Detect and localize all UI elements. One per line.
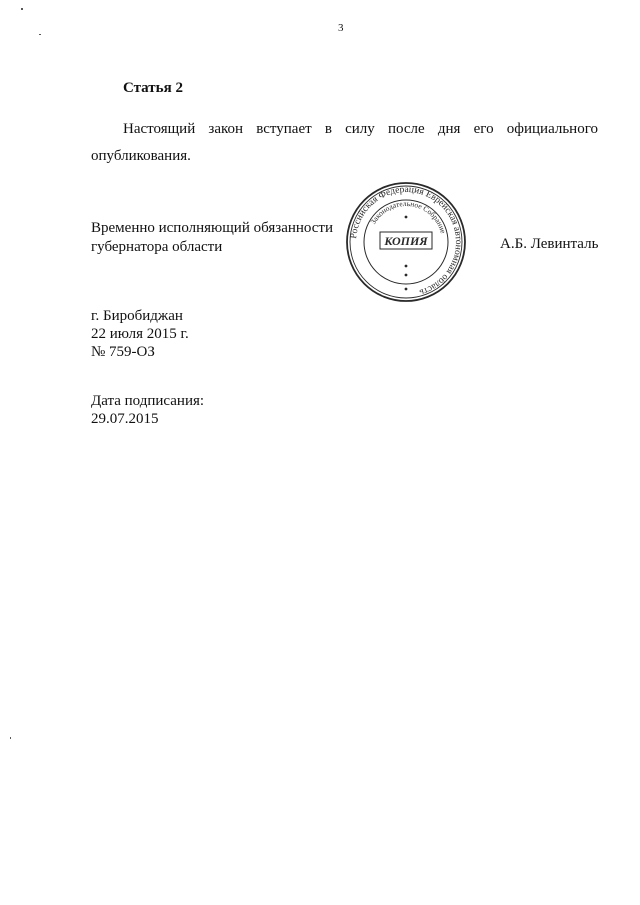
issuance-details — [91, 307, 189, 361]
law-number: № 759-ОЗ — [91, 344, 155, 360]
seal-star-icon — [405, 274, 408, 277]
page-number: 3 — [338, 22, 344, 34]
seal-inner-text: Законодательное Собрание — [368, 198, 448, 235]
seal-center-text: КОПИЯ — [384, 234, 428, 248]
signing-details — [91, 392, 204, 428]
article-heading: Статья 2 — [123, 80, 183, 96]
official-seal-stamp — [342, 180, 470, 304]
seal-outer-text: Российская Федерация Еврейская автономная область — [349, 184, 464, 298]
scan-speck — [21, 8, 23, 10]
seal-star-icon — [405, 265, 408, 268]
scan-speck — [39, 34, 41, 35]
signatory-position — [91, 219, 333, 257]
signing-date-label: Дата подписания: — [91, 393, 205, 409]
seal-star-icon — [405, 216, 408, 219]
issuance-city: г. Биробиджан — [91, 308, 183, 324]
signing-date-value: 29.07.2015 — [91, 411, 159, 427]
position-line-2: губернатора области — [91, 239, 223, 255]
issuance-date: 22 июля 2015 г. — [91, 326, 189, 342]
article-body: Настоящий закон вступает в силу после дня его официального опубликования. — [91, 121, 598, 164]
position-line-1: Временно исполняющий обязанности — [91, 220, 334, 236]
signer-name: А.Б. Левинталь — [500, 236, 599, 252]
seal-star-icon — [405, 288, 408, 291]
scan-speck — [10, 737, 11, 739]
